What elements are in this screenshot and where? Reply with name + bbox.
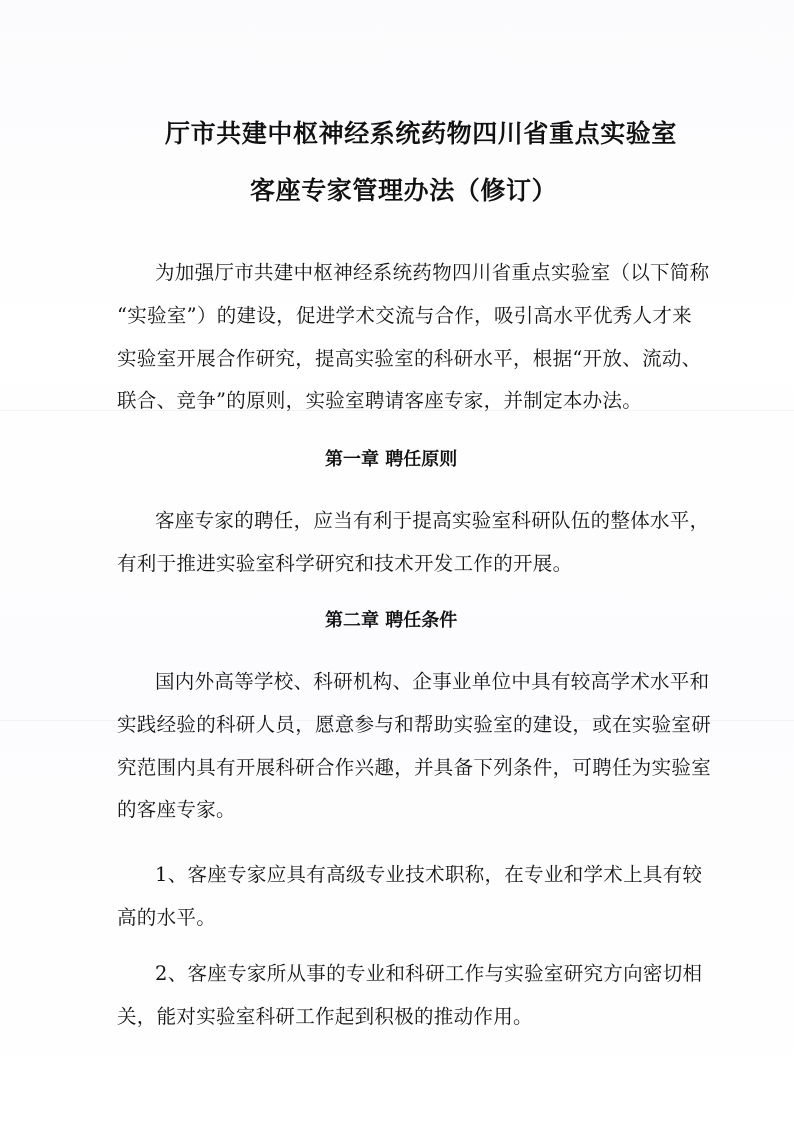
- chapter-2-paragraph-line: 的客座专家。: [117, 798, 236, 821]
- intro-paragraph-line: 为加强厅市共建中枢神经系统药物四川省重点实验室（以下简称: [155, 261, 710, 284]
- chapter-1-paragraph-line: 客座专家的聘任，应当有利于提高实验室科研队伍的整体水平，: [155, 509, 710, 532]
- document-title-line-2: 客座专家管理办法（修订）: [250, 176, 558, 205]
- chapter-1-heading: 第一章 聘任原则: [325, 449, 458, 470]
- condition-item-1-line: 高的水平。: [117, 906, 217, 929]
- intro-paragraph-line: “实验室”）的建设，促进学术交流与合作，吸引高水平优秀人才来: [117, 304, 692, 327]
- chapter-2-paragraph-line: 国内外高等学校、科研机构、企事业单位中具有较高学术水平和: [155, 670, 710, 693]
- chapter-2-paragraph-line: 究范围内具有开展科研合作兴趣，并具备下列条件，可聘任为实验室: [117, 756, 712, 779]
- condition-item-1-line: 1、客座专家应具有高级专业技术职称，在专业和学术上具有较: [155, 863, 703, 886]
- intro-paragraph-line: 实验室开展合作研究，提高实验室的科研水平，根据“开放、流动、: [117, 347, 702, 370]
- condition-item-2-line: 关，能对实验室科研工作起到积极的推动作用。: [117, 1005, 533, 1028]
- document-title-line-1: 厅市共建中枢神经系统药物四川省重点实验室: [165, 119, 678, 148]
- chapter-1-paragraph-line: 有利于推进实验室科学研究和技术开发工作的开展。: [117, 552, 573, 575]
- chapter-2-heading: 第二章 聘任条件: [325, 610, 458, 631]
- intro-paragraph-line: 联合、竞争”的原则，实验室聘请客座专家，并制定本办法。: [117, 389, 643, 412]
- chapter-2-paragraph-line: 实践经验的科研人员，愿意参与和帮助实验室的建设，或在实验室研: [117, 713, 712, 736]
- condition-item-2-line: 2、客座专家所从事的专业和科研工作与实验室研究方向密切相: [155, 962, 703, 985]
